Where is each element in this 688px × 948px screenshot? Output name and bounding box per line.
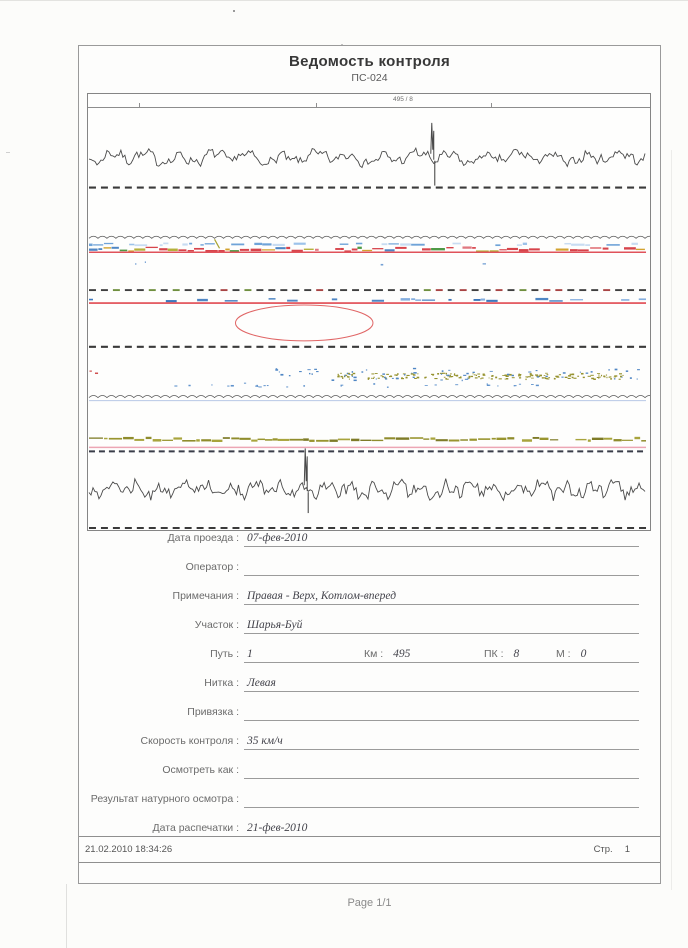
form-field [484,645,519,664]
report-frame [78,45,661,884]
page-word: Стр. [593,844,613,855]
form-underline [244,732,639,750]
form-row [79,703,655,721]
form-label: Осмотреть как : [162,764,239,776]
form-label: Оператор : [185,561,239,573]
form-value: Правая - Верх, Котлом-вперед [247,590,397,602]
scan-artifact [0,0,688,1]
report-subtitle: ПС-024 [351,72,388,84]
page-indicator: Page 1/1 [347,897,392,909]
km-marker-label: 495 / 8 [393,96,413,103]
form-value: 0 [580,648,587,660]
form-field [364,645,410,664]
form-value: 21-фев-2010 [247,822,308,834]
form-underline [244,761,639,779]
form-underline [244,645,639,663]
form-value: Шарья-Буй [247,619,303,631]
scan-artifact [671,150,672,890]
page-counter [594,844,630,855]
form-field [556,645,586,664]
form-underline [244,529,639,547]
form-label: Дата распечатки : [152,822,239,834]
form-label: Участок : [194,619,239,631]
form-underline [244,616,639,634]
form-underline [244,703,639,721]
scan-speck [6,152,10,153]
form-label: Скорость контроля : [140,735,239,747]
form-label: Км : [364,648,384,660]
form-label: Путь : [210,648,239,660]
form-value: 1 [247,648,253,660]
form-label: Дата проезда : [167,532,239,544]
form-value: 07-фев-2010 [247,532,308,544]
scan-speck [233,10,235,12]
form-row [79,616,655,634]
report-title: Ведомость контроля [288,53,451,70]
page-number: 1 [624,844,630,855]
form-row [79,761,655,779]
form-row [79,529,655,547]
form-label: Результат натурного осмотра : [90,793,239,805]
form-underline [244,558,639,576]
form-label: Привязка : [187,706,239,718]
print-timestamp: 21.02.2010 18:34:26 [85,844,173,855]
inspection-form [79,46,660,883]
form-underline [244,587,639,605]
form-underline [244,674,639,692]
form-value: 8 [513,648,520,660]
form-label: ПК : [484,648,504,660]
form-row [79,819,655,837]
form-underline [244,819,639,837]
form-row [79,790,655,808]
form-row [79,558,655,576]
form-value: 35 км/ч [247,735,283,747]
form-row [79,732,655,750]
form-label: Примечания : [172,590,239,602]
form-value: Левая [247,677,276,689]
form-label: Нитка : [204,677,239,689]
scan-artifact [66,884,67,948]
form-underline [244,790,639,808]
form-row [79,674,655,692]
form-row [79,645,655,663]
form-value: 495 [393,648,411,660]
form-label: М : [556,648,571,660]
report-footer [79,836,660,863]
form-row [79,587,655,605]
